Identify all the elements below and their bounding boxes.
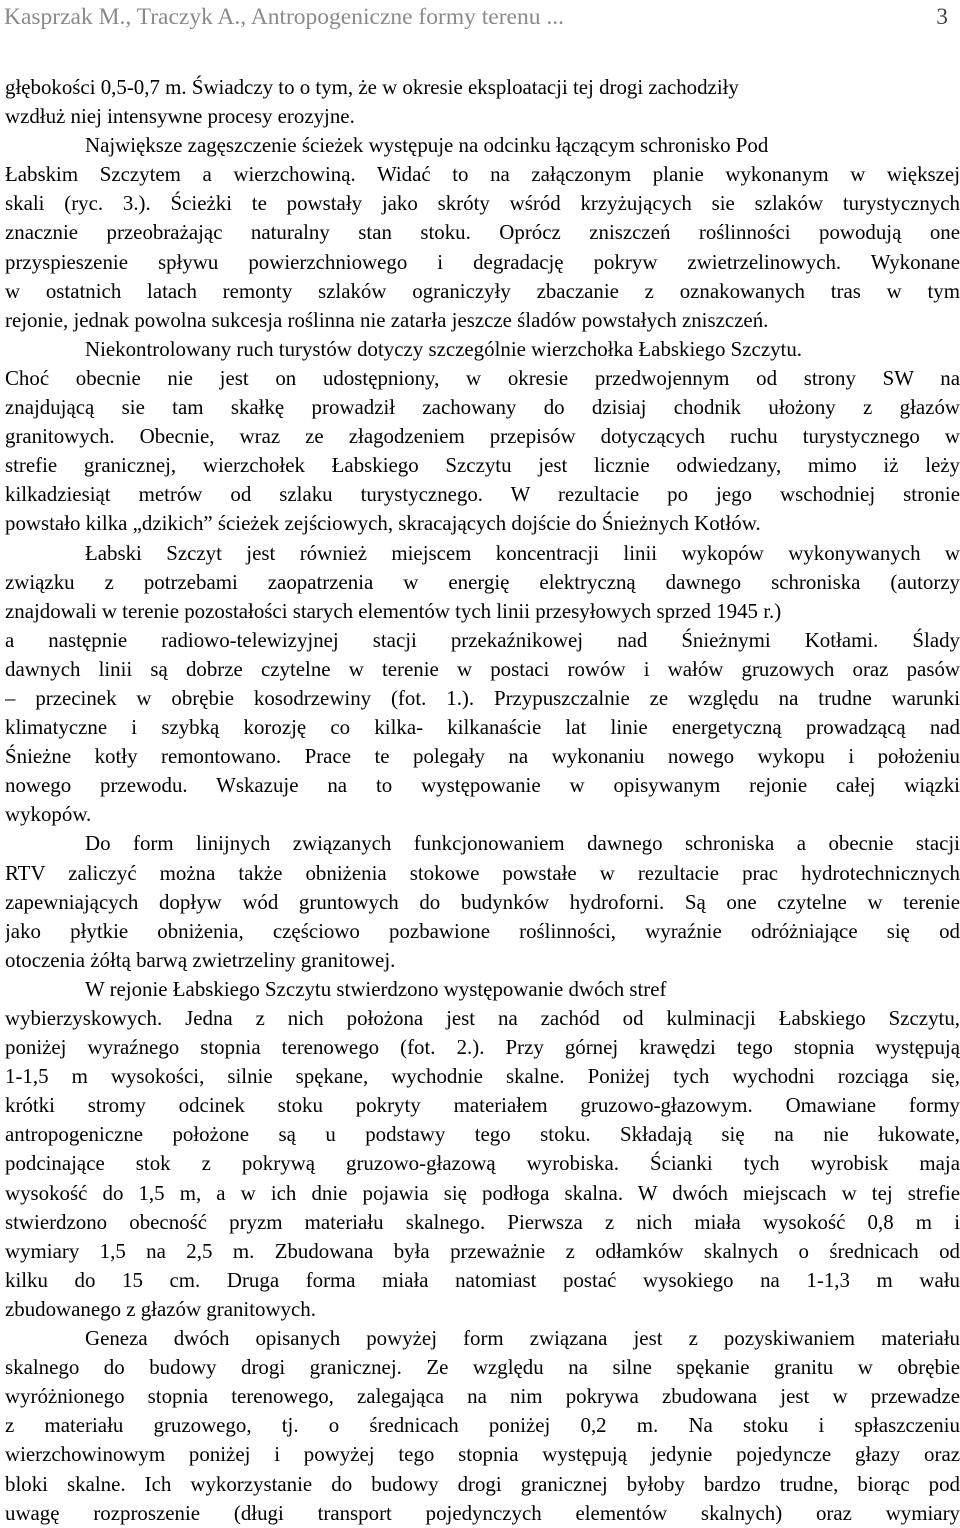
text-line: skali (ryc. 3.). Ścieżki te powstały jako skróty wśród krzyżujących sie szlaków turystycznych [5,191,960,216]
text-line: z materiału gruzowego, tj. o średnicach poniżej 0,2 m. Na stoku i spłaszczeniu [5,1413,960,1438]
text-line: dawnych linii są dobrze czytelne w terenie w postaci rowów i wałów gruzowych oraz pasów [5,656,960,681]
text-line: Do form linijnych związanych funkcjonowaniem dawnego schroniska a obecnie stacji [85,831,960,856]
text-line: kilku do 15 cm. Druga forma miała natomiast postać wysokiego na 1-1,3 m wału [5,1267,960,1292]
text-line: poniżej wyraźnego stopnia terenowego (fot. 2.). Przy górnej krawędzi tego stopnia występują [5,1035,960,1060]
text-line: przyspieszenie spływu powierzchniowego i degradację pokryw zwietrzelinowych. Wykonane [5,249,960,274]
text-line: powstało kilka „dzikich” ścieżek zejściowych, skracających dojście do Śnieżnych Kotłów. [5,511,761,536]
text-line: W rejonie Łabskiego Szczytu stwierdzono występowanie dwóch stref [85,976,667,1001]
text-line: antropogeniczne położone są u podstawy tego stoku. Składają się na nie łukowate, [5,1122,960,1147]
text-line: granitowych. Obecnie, wraz ze złagodzeniem przepisów dotyczących ruchu turystycznego w [5,424,960,449]
text-line: wykopów. [5,802,92,827]
text-line: zbudowanego z głazów granitowych. [5,1296,316,1321]
text-line: jako płytkie obniżenia, częściowo pozbawione roślinności, wyraźnie odróżniające się od [5,918,960,943]
text-line: skalnego do budowy drogi granicznej. Ze względu na silne spękanie granitu w obrębie [5,1355,960,1380]
text-line: znajdującą sie tam skałkę prowadził zachowany do dzisiaj chodnik ułożony z głazów [5,395,960,420]
text-line: a następnie radiowo-telewizyjnej stacji przekaźnikowej nad Śnieżnymi Kotłami. Ślady [5,627,960,652]
text-line: stwierdzono obecność pryzm materiału skalnego. Pierwsza z nich miała wysokość 0,8 m i [5,1209,960,1234]
text-line: RTV zaliczyć można także obniżenia stokowe powstałe w rezultacie prac hydrotechnicznych [5,860,960,885]
text-line: wyróżnionego stopnia terenowego, zalegająca na nim pokrywa zbudowana jest w przewadze [5,1384,960,1409]
text-line: wzdłuż niej intensywne procesy erozyjne. [5,104,355,129]
header-title: Kasprzak M., Traczyk A., Antropogeniczne formy terenu ... [4,4,564,30]
text-line: w ostatnich latach remonty szlaków ograniczyły zbaczanie z oznakowanych tras w tym [5,278,960,303]
body-text [5,73,960,1528]
text-line: głębokości 0,5-0,7 m. Świadczy to o tym, że w okresie eksploatacji tej drogi zachodziły [5,75,739,99]
text-line: krótki stromy odcinek stoku pokryty materiałem gruzowo-głazowym. Omawiane formy [5,1093,960,1118]
text-line: 1-1,5 m wysokości, silnie spękane, wychodnie skalne. Poniżej tych wychodni rozciąga się, [5,1064,960,1089]
text-line: wierzchowinowym poniżej i powyżej tego stopnia występują jedynie pojedyncze głazy oraz [5,1442,960,1467]
text-line: bloki skalne. Ich wykorzystanie do budowy drogi granicznej byłoby bardzo trudne, biorąc pod [5,1471,960,1496]
text-line: Łabskim Szczytem a wierzchowiną. Widać to na załączonym planie wykonanym w większej [5,162,960,187]
text-line: klimatyczne i szybką korozję co kilka- kilkanaście lat linie energetyczną prowadzącą nad [5,715,960,740]
text-line: Największe zagęszczenie ścieżek występuje na odcinku łączącym schronisko Pod [85,133,769,158]
text-line: – przecinek w obrębie kosodrzewiny (fot. 1.). Przypuszczalnie ze względu na trudne warunki [5,685,960,710]
text-line: znajdowali w terenie pozostałości starych elementów tych linii przesyłowych sprzed 1945 r.) [5,598,782,623]
text-line: znacznie przeobrażając naturalny stan stoku. Oprócz zniszczeń roślinności powodują one [5,220,960,245]
text-line: podcinające stok z pokrywą gruzowo-głazową wyrobiska. Ścianki tych wyrobisk maja [5,1151,960,1176]
text-line: nowego przewodu. Wskazuje na to występowanie w opisywanym rejonie całej wiązki [5,773,960,798]
text-line: rejonie, jednak powolna sukcesja roślinna nie zatarła jeszcze śladów powstałych zniszczeń. [5,307,769,332]
text-line: uwagę rozproszenie (długi transport pojedynczych elementów skalnych) oraz wymiary [5,1500,960,1525]
page-number: 3 [936,4,948,30]
text-line: kilkadziesiąt metrów od szlaku turystycznego. W rezultacie po jego wschodniej stronie [5,482,960,507]
text-line: związku z potrzebami zaopatrzenia w energię elektryczną dawnego schroniska (autorzy [5,569,960,594]
text-line: zapewniających dopływ wód gruntowych do budynków hydroforni. Są one czytelne w terenie [5,889,960,914]
text-line: wysokość do 1,5 m, a w ich dnie pojawia się podłoga skalna. W dwóch miejscach w tej strefie [5,1180,960,1205]
text-line: wymiary 1,5 na 2,5 m. Zbudowana była przeważnie z odłamków skalnych o średnicach od [5,1238,960,1263]
text-line: otoczenia żółtą barwą zwietrzeliny granitowej. [5,947,396,972]
text-line: Śnieżne kotły remontowano. Prace te polegały na wykonaniu nowego wykopu i położeniu [5,744,960,769]
text-line: wybierzyskowych. Jedna z nich położona jest na zachód od kulminacji Łabskiego Szczytu, [5,1006,960,1030]
text-line: strefie granicznej, wierzchołek Łabskiego Szczytu jest licznie odwiedzany, mimo iż leży [5,453,960,478]
text-line: Niekontrolowany ruch turystów dotyczy szczególnie wierzchołka Łabskiego Szczytu. [85,336,803,361]
text-line: Łabski Szczyt jest również miejscem koncentracji linii wykopów wykonywanych w [85,540,960,565]
text-line: Choć obecnie nie jest on udostępniony, w okresie przedwojennym od strony SW na [5,365,960,390]
text-line: Geneza dwóch opisanych powyżej form związana jest z pozyskiwaniem materiału [85,1326,960,1351]
running-header [4,2,956,32]
